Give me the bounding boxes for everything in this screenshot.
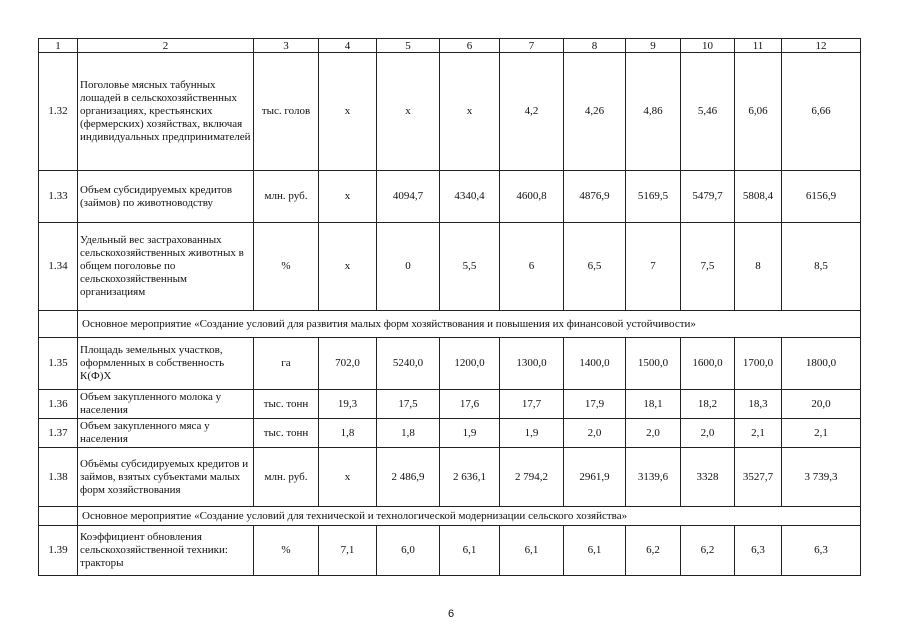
row-number: 1.36 <box>39 390 78 419</box>
value-cell: 17,9 <box>564 390 626 419</box>
header-cell: 10 <box>681 39 735 53</box>
header-cell: 3 <box>254 39 319 53</box>
indicators-table <box>38 38 861 576</box>
header-cell: 9 <box>626 39 681 53</box>
value-cell: 5169,5 <box>626 171 681 223</box>
value-cell: х <box>319 448 377 507</box>
table-row <box>39 338 861 390</box>
value-cell: 6156,9 <box>782 171 861 223</box>
value-cell: 2,1 <box>735 419 782 448</box>
value-cell: 17,5 <box>377 390 440 419</box>
value-cell: х <box>377 53 440 171</box>
value-cell: 4,2 <box>500 53 564 171</box>
value-cell: 0 <box>377 223 440 311</box>
indicator-name: Поголовье мясных табунных лошадей в сельскохозяйственных организациях, крестьянских (фермерских) хозяйствах, включая индивидуальных предпринимателей <box>78 53 254 171</box>
value-cell: х <box>319 171 377 223</box>
value-cell: 1600,0 <box>681 338 735 390</box>
value-cell: 6,2 <box>626 526 681 576</box>
unit-cell: тыс. тонн <box>254 419 319 448</box>
value-cell: 1,8 <box>319 419 377 448</box>
table-row <box>39 448 861 507</box>
header-cell: 2 <box>78 39 254 53</box>
indicator-name: Объем субсидируемых кредитов (займов) по животноводству <box>78 171 254 223</box>
value-cell: 2 636,1 <box>440 448 500 507</box>
value-cell: 18,3 <box>735 390 782 419</box>
header-cell: 4 <box>319 39 377 53</box>
unit-cell: тыс. тонн <box>254 390 319 419</box>
header-cell: 11 <box>735 39 782 53</box>
value-cell: 18,2 <box>681 390 735 419</box>
value-cell: 5,5 <box>440 223 500 311</box>
header-cell: 6 <box>440 39 500 53</box>
value-cell: 4,26 <box>564 53 626 171</box>
value-cell: 20,0 <box>782 390 861 419</box>
value-cell: 1,9 <box>440 419 500 448</box>
value-cell: 2 794,2 <box>500 448 564 507</box>
value-cell: 4876,9 <box>564 171 626 223</box>
value-cell: 8,5 <box>782 223 861 311</box>
value-cell: 6,1 <box>500 526 564 576</box>
value-cell: 6,1 <box>440 526 500 576</box>
table-row <box>39 419 861 448</box>
value-cell: 6,0 <box>377 526 440 576</box>
value-cell: 5808,4 <box>735 171 782 223</box>
value-cell: 4600,8 <box>500 171 564 223</box>
value-cell: 2,0 <box>626 419 681 448</box>
value-cell: 7,1 <box>319 526 377 576</box>
value-cell: 17,7 <box>500 390 564 419</box>
value-cell: 18,1 <box>626 390 681 419</box>
unit-cell: га <box>254 338 319 390</box>
value-cell: 4340,4 <box>440 171 500 223</box>
header-cell: 5 <box>377 39 440 53</box>
value-cell: 2,0 <box>564 419 626 448</box>
unit-cell: % <box>254 526 319 576</box>
value-cell: 7 <box>626 223 681 311</box>
section-title: Основное мероприятие «Создание условий для технической и технологической модернизации сельского хозяйства» <box>78 507 861 526</box>
table-row <box>39 526 861 576</box>
section-row <box>39 507 861 526</box>
value-cell: 17,6 <box>440 390 500 419</box>
value-cell: 6 <box>500 223 564 311</box>
header-cell: 1 <box>39 39 78 53</box>
indicator-name: Коэффициент обновления сельскохозяйственной техники: тракторы <box>78 526 254 576</box>
value-cell: 3 739,3 <box>782 448 861 507</box>
row-number: 1.32 <box>39 53 78 171</box>
header-row <box>39 39 861 53</box>
value-cell: 1200,0 <box>440 338 500 390</box>
header-cell: 7 <box>500 39 564 53</box>
value-cell: 1,9 <box>500 419 564 448</box>
table-row <box>39 390 861 419</box>
header-cell: 12 <box>782 39 861 53</box>
unit-cell: млн. руб. <box>254 171 319 223</box>
value-cell: 6,06 <box>735 53 782 171</box>
value-cell: 702,0 <box>319 338 377 390</box>
value-cell: 1800,0 <box>782 338 861 390</box>
unit-cell: млн. руб. <box>254 448 319 507</box>
value-cell: 6,2 <box>681 526 735 576</box>
value-cell: 3328 <box>681 448 735 507</box>
value-cell: 5479,7 <box>681 171 735 223</box>
value-cell: 2,1 <box>782 419 861 448</box>
value-cell: 3527,7 <box>735 448 782 507</box>
value-cell: х <box>440 53 500 171</box>
section-spacer <box>39 311 78 338</box>
value-cell: 2 486,9 <box>377 448 440 507</box>
value-cell: 6,5 <box>564 223 626 311</box>
row-number: 1.38 <box>39 448 78 507</box>
row-number: 1.34 <box>39 223 78 311</box>
value-cell: 7,5 <box>681 223 735 311</box>
value-cell: 4,86 <box>626 53 681 171</box>
value-cell: 1300,0 <box>500 338 564 390</box>
unit-cell: тыс. голов <box>254 53 319 171</box>
indicator-name: Площадь земельных участков, оформленных в собственность К(Ф)Х <box>78 338 254 390</box>
value-cell: х <box>319 223 377 311</box>
value-cell: 5240,0 <box>377 338 440 390</box>
indicator-name: Объёмы субсидируемых кредитов и займов, взятых субъектами малых форм хозяйствования <box>78 448 254 507</box>
indicator-name: Объем закупленного мяса у населения <box>78 419 254 448</box>
value-cell: 2,0 <box>681 419 735 448</box>
header-cell: 8 <box>564 39 626 53</box>
value-cell: 3139,6 <box>626 448 681 507</box>
value-cell: 1500,0 <box>626 338 681 390</box>
table-row <box>39 171 861 223</box>
value-cell: 19,3 <box>319 390 377 419</box>
value-cell: 6,3 <box>782 526 861 576</box>
page-number: 6 <box>448 608 455 620</box>
value-cell: 4094,7 <box>377 171 440 223</box>
row-number: 1.37 <box>39 419 78 448</box>
value-cell: 6,1 <box>564 526 626 576</box>
section-spacer <box>39 507 78 526</box>
value-cell: 1700,0 <box>735 338 782 390</box>
unit-cell: % <box>254 223 319 311</box>
value-cell: 6,66 <box>782 53 861 171</box>
section-row <box>39 311 861 338</box>
value-cell: 1400,0 <box>564 338 626 390</box>
value-cell: х <box>319 53 377 171</box>
value-cell: 5,46 <box>681 53 735 171</box>
value-cell: 1,8 <box>377 419 440 448</box>
value-cell: 6,3 <box>735 526 782 576</box>
value-cell: 2961,9 <box>564 448 626 507</box>
row-number: 1.39 <box>39 526 78 576</box>
section-title: Основное мероприятие «Создание условий для развития малых форм хозяйствования и повышения их финансовой устойчивости» <box>78 311 861 338</box>
table-row <box>39 53 861 171</box>
indicator-name: Удельный вес застрахованных сельскохозяйственных животных в общем поголовье по сельскохозяйственным организациям <box>78 223 254 311</box>
value-cell: 8 <box>735 223 782 311</box>
table-row <box>39 223 861 311</box>
indicator-name: Объем закупленного молока у населения <box>78 390 254 419</box>
row-number: 1.33 <box>39 171 78 223</box>
row-number: 1.35 <box>39 338 78 390</box>
